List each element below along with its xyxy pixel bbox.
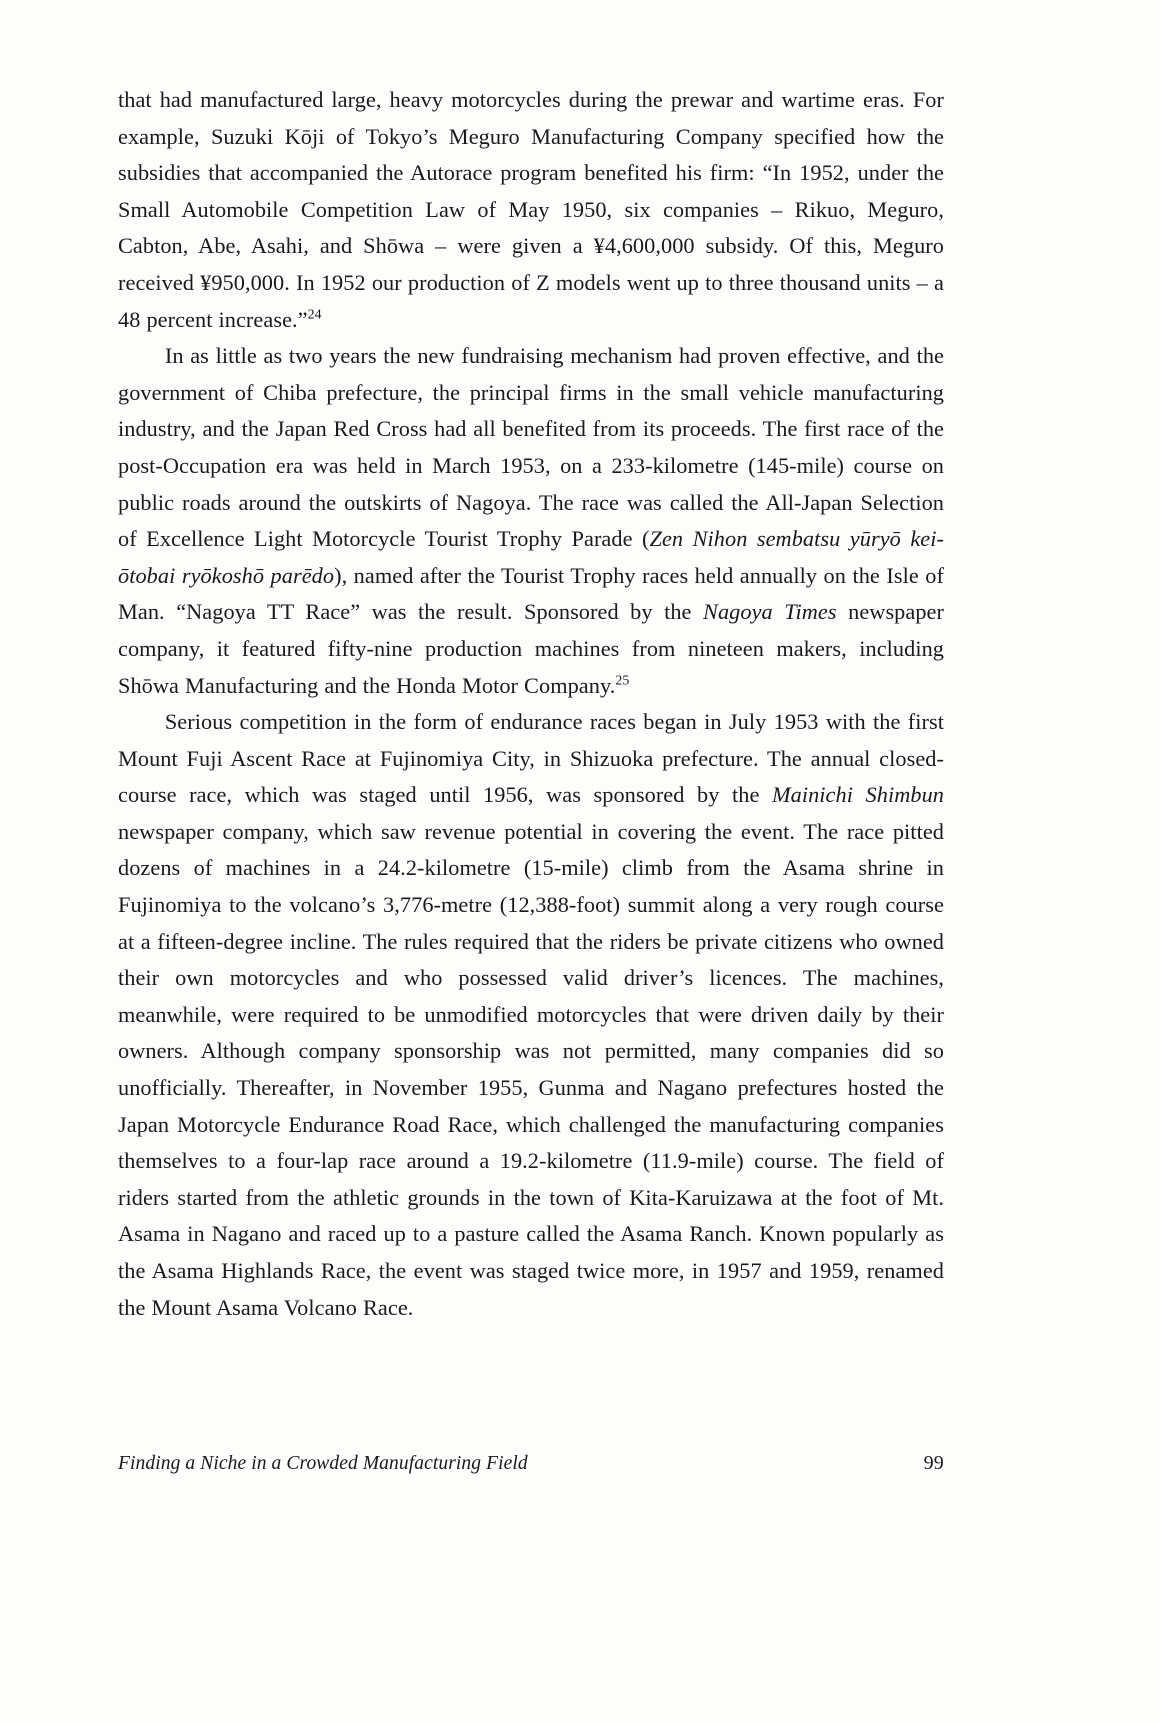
page-number: 99 (923, 1452, 944, 1474)
italic-newspaper-nagoya-times: Nagoya Times (703, 599, 837, 625)
italic-romanized-title: Zen Nihon sembatsu yūryō kei-ōtobai ryōkoshō parēdo (118, 526, 944, 588)
footnote-marker-24: 24 (307, 306, 322, 322)
paragraph-fundraising: In as little as two years the new fundraising mechanism had proven effective, and the government of Chiba prefecture, the principal firms in the small vehicle manufacturing industry, and the Japan Red Cross had all benefited from its proceeds. The first race of the post-Occupation era was held in March 1953, on a 233-kilometre (145-mile) course on public roads around the outskirts of Nagoya. The race was called the All-Japan Selection of Excellence Light Motorcycle Tourist Trophy Parade (Zen Nihon sembatsu yūryō kei-ōtobai ryōkoshō parēdo), named after the Tourist Trophy races held annually on the Isle of Man. “Nagoya TT Race” was the result. Sponsored by the Nagoya Times newspaper company, it featured fifty-nine production machines from nineteen makers, including Shōwa Manufacturing and the Honda Motor Company.$^{25}$ (118, 343, 944, 698)
page-body-text (118, 82, 944, 1326)
paragraph-continued: that had manufactured large, heavy motorcycles during the prewar and wartime eras. For example, Suzuki Kōji of Tokyo’s Meguro Manufacturing Company specified how the subsidies that accompanied the Autorace program benefited his firm: “In 1952, under the Small Automobile Competition Law of May 1950, six companies – Rikuo, Meguro, Cabton, Abe, Asahi, and Shōwa – were given a ¥4,600,000 subsidy. Of this, Meguro received ¥950,000. In 1952 our production of Z models went up to three thousand units – a 48 percent increase.”$^{24}$ (118, 87, 944, 332)
italic-newspaper-mainichi-shimbun: Mainichi Shimbun (771, 782, 944, 808)
paragraph-endurance: Serious competition in the form of endurance races began in July 1953 with the first Mount Fuji Ascent Race at Fujinomiya City, in Shizuoka prefecture. The annual closed-course race, which was staged until 1956, was sponsored by the Mainichi Shimbun newspaper company, which saw revenue potential in covering the event. The race pitted dozens of machines in a 24.2-kilometre (15-mile) climb from the Asama shrine in Fujinomiya to the volcano’s 3,776-metre (12,388-foot) summit along a very rough course at a fifteen-degree incline. The rules required that the riders be private citizens who owned their own motorcycles and who possessed valid driver’s licences. The machines, meanwhile, were required to be unmodified motorcycles that were driven daily by their owners. Although company sponsorship was not permitted, many companies did so unofficially. Thereafter, in November 1955, Gunma and Nagano prefectures hosted the Japan Motorcycle Endurance Road Race, which challenged the manufacturing companies themselves to a four-lap race around a 19.2-kilometre (11.9-mile) course. The field of riders started from the athletic grounds in the town of Kita-Karuizawa at the foot of Mt. Asama in Nagano and raced up to a pasture called the Asama Ranch. Known popularly as the Asama Highlands Race, the event was staged twice more, in 1957 and 1959, renamed the Mount Asama Volcano Race. (118, 709, 944, 1320)
page-footer (118, 1452, 944, 1475)
footnote-marker-25: 25 (615, 672, 630, 688)
running-head: Finding a Niche in a Crowded Manufacturing Field (118, 1453, 528, 1474)
